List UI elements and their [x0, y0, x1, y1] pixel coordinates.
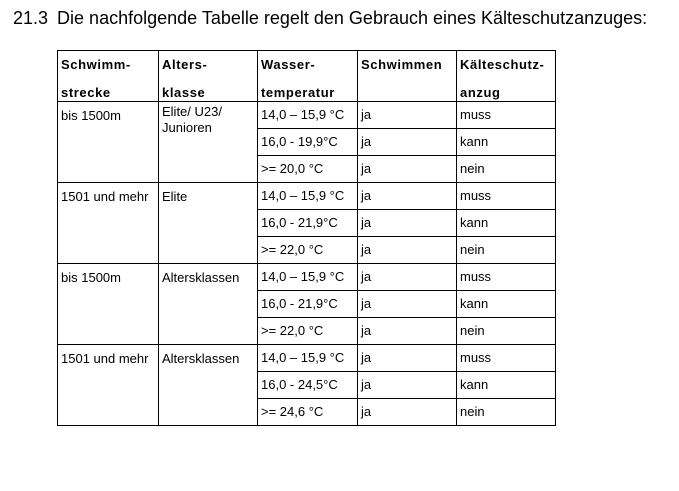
header-strecke: Schwimm- strecke — [58, 51, 159, 102]
header-schwimmen: Schwimmen — [358, 51, 457, 102]
swim-cell: ja — [358, 102, 457, 129]
suit-cell: kann — [457, 210, 556, 237]
header-row — [58, 51, 556, 102]
strecke-cell: bis 1500m — [58, 102, 159, 183]
temperature-cell: >= 20,0 °C — [258, 156, 358, 183]
temperature-cell: 14,0 – 15,9 °C — [258, 183, 358, 210]
suit-cell: muss — [457, 183, 556, 210]
temperature-cell: 14,0 – 15,9 °C — [258, 102, 358, 129]
swim-cell: ja — [358, 291, 457, 318]
cold-protection-table — [57, 50, 556, 426]
suit-cell: nein — [457, 156, 556, 183]
temperature-cell: 14,0 – 15,9 °C — [258, 264, 358, 291]
swim-cell: ja — [358, 183, 457, 210]
table-row — [58, 102, 556, 129]
swim-cell: ja — [358, 318, 457, 345]
table-row — [58, 183, 556, 210]
temperature-cell: >= 22,0 °C — [258, 237, 358, 264]
temperature-cell: >= 22,0 °C — [258, 318, 358, 345]
suit-cell: muss — [457, 345, 556, 372]
swim-cell: ja — [358, 129, 457, 156]
section-title: Die nachfolgende Tabelle regelt den Gebrauch eines Kälteschutzanzuges: — [57, 8, 648, 28]
suit-cell: nein — [457, 318, 556, 345]
suit-cell: nein — [457, 399, 556, 426]
klasse-cell: Elite — [159, 183, 258, 264]
strecke-cell: 1501 und mehr — [58, 345, 159, 426]
table-row — [58, 345, 556, 372]
klasse-cell: Altersklassen — [159, 345, 258, 426]
temperature-cell: 16,0 - 21,9°C — [258, 291, 358, 318]
temperature-cell: 16,0 - 19,9°C — [258, 129, 358, 156]
section-heading — [13, 8, 647, 29]
temperature-cell: 14,0 – 15,9 °C — [258, 345, 358, 372]
suit-cell: kann — [457, 372, 556, 399]
swim-cell: ja — [358, 237, 457, 264]
temperature-cell: 16,0 - 21,9°C — [258, 210, 358, 237]
swim-cell: ja — [358, 264, 457, 291]
suit-cell: nein — [457, 237, 556, 264]
swim-cell: ja — [358, 345, 457, 372]
strecke-cell: 1501 und mehr — [58, 183, 159, 264]
header-anzug: Kälteschutz- anzug — [457, 51, 556, 102]
klasse-cell: Elite/ U23/ Junioren — [159, 102, 258, 183]
suit-cell: muss — [457, 264, 556, 291]
klasse-cell: Altersklassen — [159, 264, 258, 345]
section-number: 21.3 — [13, 8, 49, 28]
swim-cell: ja — [358, 372, 457, 399]
header-temperatur: Wasser- temperatur — [258, 51, 358, 102]
suit-cell: kann — [457, 291, 556, 318]
suit-cell: muss — [457, 102, 556, 129]
temperature-cell: 16,0 - 24,5°C — [258, 372, 358, 399]
table-row — [58, 264, 556, 291]
header-klasse: Alters- klasse — [159, 51, 258, 102]
swim-cell: ja — [358, 210, 457, 237]
strecke-cell: bis 1500m — [58, 264, 159, 345]
swim-cell: ja — [358, 156, 457, 183]
suit-cell: kann — [457, 129, 556, 156]
temperature-cell: >= 24,6 °C — [258, 399, 358, 426]
swim-cell: ja — [358, 399, 457, 426]
